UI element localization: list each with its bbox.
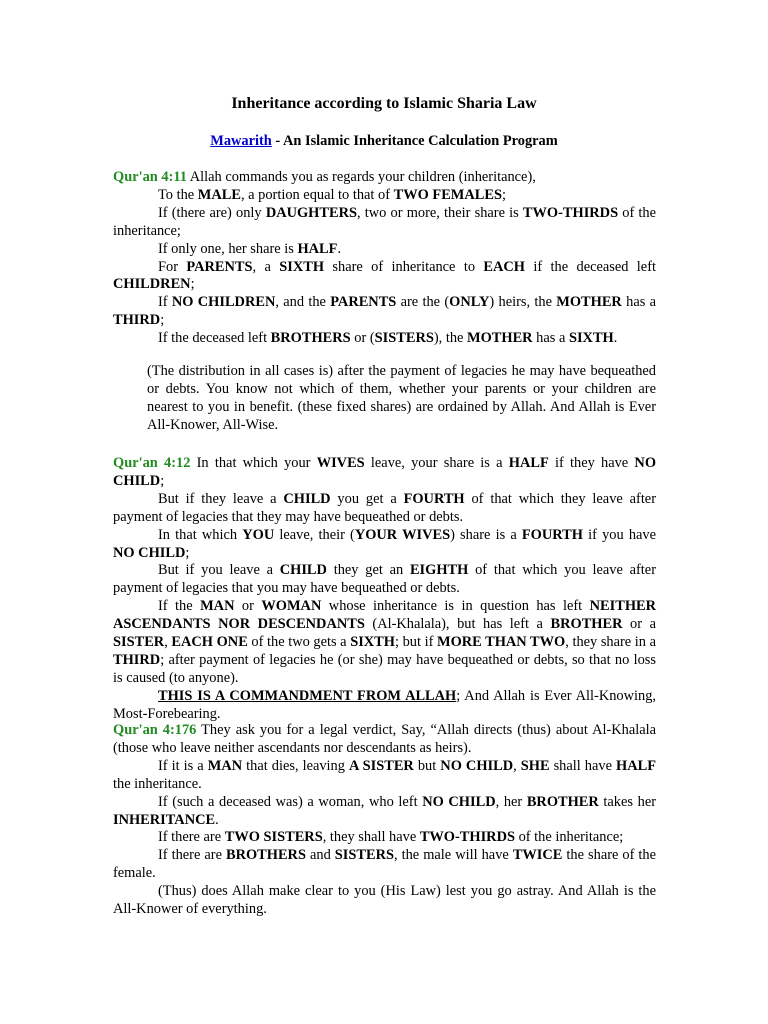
verse-text: ; bbox=[501, 186, 506, 203]
verse-text: If (such a deceased was) a woman, who left bbox=[158, 793, 423, 810]
emphasis-text: CHILD bbox=[279, 562, 327, 579]
verse-line bbox=[113, 491, 656, 527]
verse-text: if they have bbox=[548, 455, 635, 471]
emphasis-text: MAN bbox=[207, 757, 243, 774]
verse-line bbox=[113, 829, 656, 847]
verse-text: ; And Allah is Ever All-Knowing, Most-Forebearing. bbox=[113, 687, 656, 722]
verse-text: In that which bbox=[158, 526, 243, 543]
verse-text: , they share in a bbox=[565, 634, 656, 651]
verse-line bbox=[113, 259, 656, 295]
section-quran-4-12 bbox=[113, 455, 656, 724]
emphasis-text: SISTERS bbox=[374, 330, 434, 347]
verse-text: ; after payment of legacies he (or she) may have bequeathed or debts, so that no loss is caused (to anyone). bbox=[113, 651, 656, 686]
verse-line bbox=[113, 187, 656, 205]
emphasis-text: EACH bbox=[483, 258, 525, 275]
verse-text: But if you leave a bbox=[158, 562, 280, 579]
emphasis-text: TWO SISTERS bbox=[224, 829, 323, 846]
emphasis-text: THIRD bbox=[113, 651, 161, 668]
verse-text: For bbox=[158, 258, 187, 275]
subtitle-text: - An Islamic Inheritance Calculation Program bbox=[271, 133, 558, 149]
emphasis-text: NO CHILD bbox=[113, 455, 657, 489]
verse-text: but bbox=[413, 757, 441, 774]
emphasis-text: EACH ONE bbox=[171, 634, 248, 651]
verse-text: , bbox=[164, 634, 172, 651]
verse-line bbox=[113, 455, 656, 491]
verse-text: , and the bbox=[275, 294, 331, 311]
verse-text: the inheritance. bbox=[113, 775, 202, 792]
emphasis-text: SISTER bbox=[113, 634, 165, 651]
emphasis-text: PARENTS bbox=[330, 294, 397, 311]
verse-line bbox=[113, 688, 656, 724]
verse-text: has a bbox=[621, 294, 656, 311]
verse-text: , a portion equal to that of bbox=[240, 186, 394, 203]
emphasis-text: CHILD bbox=[283, 490, 331, 507]
verse-text: If the bbox=[158, 598, 201, 615]
verse-text: that dies, leaving bbox=[242, 757, 349, 774]
verse-line bbox=[113, 330, 656, 348]
verse-line bbox=[113, 205, 656, 241]
emphasis-text: NO CHILD bbox=[440, 757, 514, 774]
emphasis-text: NO CHILD bbox=[422, 793, 496, 810]
verse-text: ) heirs, the bbox=[489, 294, 557, 311]
verse-text: If only one, her share is bbox=[158, 240, 298, 257]
verse-text: ; bbox=[160, 312, 165, 329]
emphasis-text: HALF bbox=[297, 240, 338, 257]
emphasis-text: TWO-THIRDS bbox=[522, 204, 619, 221]
verse-line bbox=[113, 169, 656, 187]
emphasis-text: EIGHTH bbox=[409, 562, 469, 579]
emphasis-text: SHE bbox=[520, 757, 550, 774]
note-paragraph: (The distribution in all cases is) after the payment of legacies he may have bequeathed or debts. You know not which of them, whether your parents or your children are nearest to you in benefit. (these fixed shares) are ordained by Allah. And Allah is Ever All-Knower, All-Wise. bbox=[147, 363, 656, 433]
verse-text: Allah commands you as regards your children (inheritance), bbox=[186, 169, 536, 185]
emphasis-text: HALF bbox=[508, 455, 549, 471]
verse-text: If (there are) only bbox=[158, 204, 266, 221]
verse-text: or a bbox=[622, 616, 656, 633]
verse-text: , bbox=[513, 757, 521, 774]
verse-line bbox=[113, 883, 656, 919]
verse-text: If the deceased left bbox=[158, 330, 271, 347]
emphasis-text: NEITHER ASCENDANTS NOR DESCENDANTS bbox=[113, 598, 657, 633]
verse-text: , two or more, their share is bbox=[356, 204, 523, 221]
verse-text: of the inheritance; bbox=[514, 829, 624, 846]
verse-text: To the bbox=[158, 186, 198, 203]
verse-text: ; but if bbox=[394, 634, 437, 651]
emphasis-text: FOURTH bbox=[521, 526, 583, 543]
verse-text: whose inheritance is in question has left bbox=[321, 598, 590, 615]
emphasis-text: BROTHERS bbox=[270, 330, 351, 347]
verse-text: . bbox=[215, 811, 219, 828]
verse-text: ; bbox=[190, 276, 195, 293]
verse-text: or bbox=[234, 598, 262, 615]
emphasis-text: DAUGHTERS bbox=[265, 204, 357, 221]
verse-text: ; bbox=[160, 472, 165, 489]
emphasis-text: HALF bbox=[616, 757, 656, 774]
verse-text: are the ( bbox=[396, 294, 450, 311]
emphasis-text: MORE THAN TWO bbox=[437, 634, 566, 651]
verse-text: ), the bbox=[433, 330, 468, 347]
verse-text: takes her bbox=[598, 793, 656, 810]
section-quran-4-176 bbox=[113, 722, 656, 919]
verse-text: , a bbox=[252, 258, 280, 275]
verse-text: they get an bbox=[326, 562, 410, 579]
verse-text: the share of the female. bbox=[113, 847, 657, 882]
emphasis-text: MALE bbox=[197, 186, 241, 203]
emphasis-text: TWO-THIRDS bbox=[419, 829, 515, 846]
distribution-note bbox=[147, 363, 656, 435]
verse-text: , they shall have bbox=[322, 829, 420, 846]
verse-text: share of inheritance to bbox=[324, 258, 484, 275]
verse-text: of the two gets a bbox=[247, 634, 351, 651]
emphasis-text: CHILDREN bbox=[113, 276, 191, 293]
verse-text: If there are bbox=[158, 829, 225, 846]
emphasis-text: MAN bbox=[200, 598, 235, 615]
emphasis-text: YOU bbox=[242, 526, 275, 543]
verse-text: ; bbox=[185, 544, 190, 561]
emphasis-text: BROTHERS bbox=[225, 847, 306, 864]
emphasis-text: FOURTH bbox=[403, 490, 465, 507]
verse-line bbox=[113, 241, 656, 259]
section-quran-4-11 bbox=[113, 169, 656, 348]
emphasis-text: SIXTH bbox=[568, 330, 614, 347]
verse-text: . bbox=[337, 240, 342, 257]
verse-text: , the male will have bbox=[394, 847, 513, 864]
emphasis-text: SIXTH bbox=[279, 258, 325, 275]
verse-text: In that which your bbox=[190, 455, 317, 471]
verse-text: (Al-Khalala), but has left a bbox=[364, 616, 551, 633]
emphasis-text: A SISTER bbox=[348, 757, 414, 774]
verse-text: If there are bbox=[158, 847, 226, 864]
emphasis-text: WOMAN bbox=[261, 598, 322, 615]
emphasis-text: SISTERS bbox=[334, 847, 394, 864]
verse-reference: Qur'an 4:12 bbox=[113, 455, 191, 471]
verse-text: , her bbox=[495, 793, 527, 810]
emphasis-text: NO CHILD bbox=[113, 544, 186, 561]
verse-text: They ask you for a legal verdict, Say, “Allah directs (thus) about Al-Khalala (those who leave neither ascendants nor descendants as heirs). bbox=[113, 722, 656, 756]
page-title: Inheritance according to Islamic Sharia Law bbox=[231, 95, 537, 112]
subtitle bbox=[0, 132, 768, 150]
emphasis-text: BROTHER bbox=[526, 793, 599, 810]
verse-text: if you have bbox=[582, 526, 656, 543]
emphasis-text: BROTHER bbox=[550, 616, 623, 633]
emphasis-text: TWO FEMALES bbox=[393, 186, 502, 203]
verse-reference: Qur'an 4:11 bbox=[113, 169, 187, 185]
mawarith-link[interactable]: Mawarith bbox=[210, 133, 272, 149]
verse-line bbox=[113, 562, 656, 598]
verse-line bbox=[113, 294, 656, 330]
verse-text: of that which you leave after payment of legacies that you may have bequeathed or debts. bbox=[113, 562, 656, 597]
emphasis-text: WIVES bbox=[316, 455, 365, 471]
verse-text: you get a bbox=[330, 490, 404, 507]
verse-text: But if they leave a bbox=[158, 490, 284, 507]
verse-line bbox=[113, 758, 656, 794]
emphasis-text: YOUR WIVES bbox=[354, 526, 451, 543]
verse-text: of the inheritance; bbox=[113, 204, 657, 239]
verse-reference: Qur'an 4:176 bbox=[113, 722, 197, 738]
emphasis-text: THIRD bbox=[113, 312, 161, 329]
verse-line bbox=[113, 598, 656, 688]
verse-text: of that which they leave after payment of legacies that they may have bequeathed or debts. bbox=[113, 490, 656, 525]
verse-line bbox=[113, 847, 656, 883]
verse-text: shall have bbox=[549, 757, 617, 774]
emphasis-text: MOTHER bbox=[556, 294, 622, 311]
verse-line bbox=[113, 722, 656, 758]
verse-line bbox=[113, 794, 656, 830]
emphasis-text: INHERITANCE bbox=[113, 811, 216, 828]
verse-text: If bbox=[158, 294, 172, 311]
verse-text: ) share is a bbox=[450, 526, 522, 543]
emphasis-text: SIXTH bbox=[350, 634, 395, 651]
verse-text: leave, your share is a bbox=[364, 455, 509, 471]
verse-text: (Thus) does Allah make clear to you (His Law) lest you go astray. And Allah is the All-Knower of everything. bbox=[113, 883, 656, 918]
verse-text: and bbox=[305, 847, 335, 864]
verse-text: if the deceased left bbox=[524, 258, 656, 275]
verse-text: has a bbox=[532, 330, 569, 347]
commandment-text: THIS IS A COMMANDMENT FROM ALLAH bbox=[158, 687, 457, 704]
verse-text: leave, their ( bbox=[274, 526, 355, 543]
emphasis-text: PARENTS bbox=[186, 258, 253, 275]
emphasis-text: TWICE bbox=[512, 847, 563, 864]
verse-text: or ( bbox=[350, 330, 375, 347]
emphasis-text: MOTHER bbox=[467, 330, 533, 347]
emphasis-text: ONLY bbox=[449, 294, 490, 311]
verse-text: If it is a bbox=[158, 757, 208, 774]
verse-text: . bbox=[613, 330, 618, 347]
verse-line bbox=[113, 527, 656, 563]
emphasis-text: NO CHILDREN bbox=[171, 294, 276, 311]
